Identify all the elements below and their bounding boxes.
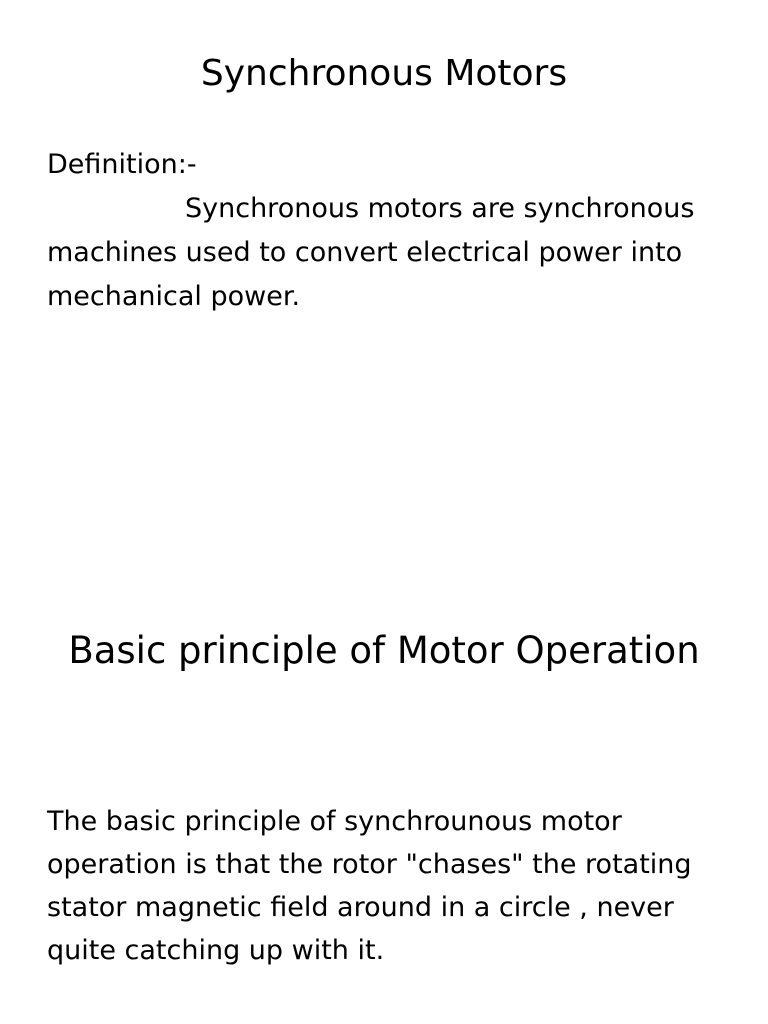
definition-block <box>47 143 727 319</box>
slide-title: Basic principle of Motor Operation <box>68 629 700 672</box>
slide-title: Synchronous Motors <box>200 53 568 94</box>
slide-basic-principle <box>0 560 768 1024</box>
definition-label: Definition:- <box>47 149 197 180</box>
principle-text: The basic principle of synchrounous motor operation is that the rotor "chases" the rotating stator magnetic field around in a circle , never quite catching up with it. <box>47 806 692 966</box>
definition-text: Synchronous motors are synchronous machines used to convert electrical power into mechanical power. <box>47 193 695 312</box>
